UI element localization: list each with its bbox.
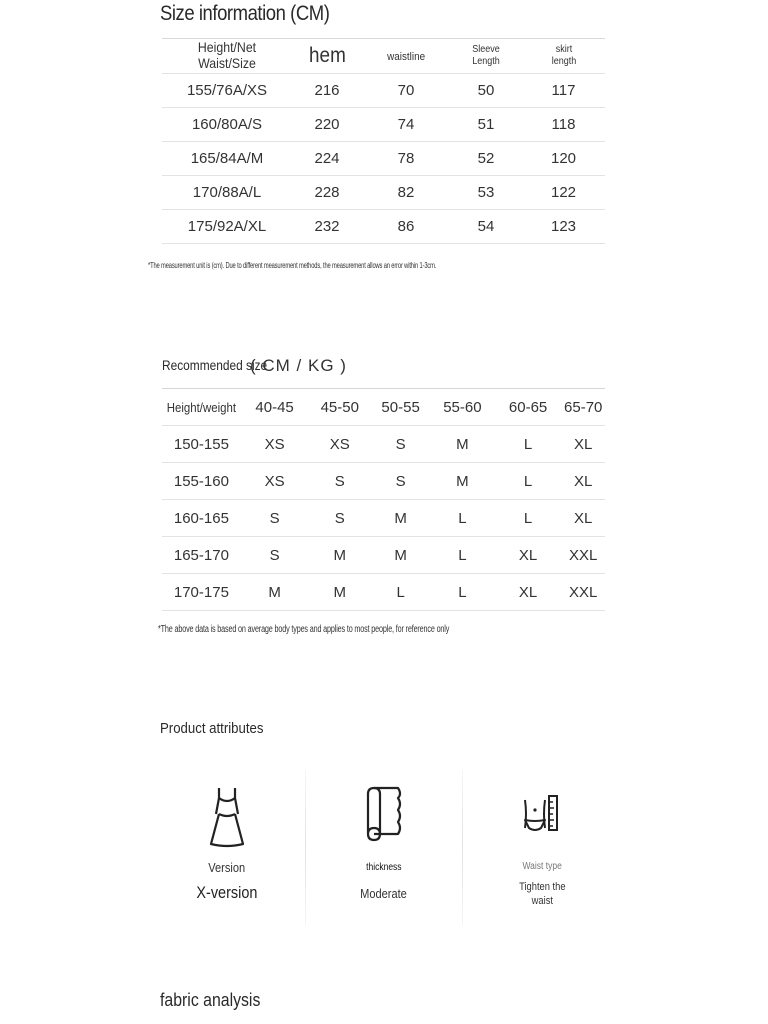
- recommended-table-row: [162, 500, 605, 537]
- recommended-height-cell: 155-160: [173, 472, 229, 490]
- attribute-divider: [462, 770, 463, 925]
- size-header-skirt-length: skirt length: [551, 43, 576, 67]
- size-table-cell: 74: [397, 116, 415, 133]
- size-table-cell: 118: [551, 116, 576, 133]
- recommended-size-cell: L: [458, 509, 467, 527]
- attribute-waist-type-label: Waist type: [522, 861, 563, 872]
- recommended-size-cell: L: [396, 583, 405, 601]
- recommended-size-cell: S: [269, 546, 280, 564]
- recommended-size-cell: XS: [329, 435, 350, 453]
- recommended-size-cell: XL: [518, 583, 538, 601]
- size-table-cell: 170/88A/L: [192, 184, 262, 201]
- recommended-size-cell: XXL: [569, 546, 598, 564]
- recommended-size-cell: S: [269, 509, 280, 527]
- recommended-size-title: Recommended size: [162, 357, 268, 373]
- size-table-cell: 82: [397, 184, 415, 201]
- size-table-cell: 175/92A/XL: [187, 218, 267, 235]
- recommended-header-weight-range: 50-55: [381, 398, 420, 416]
- size-table-cell: 120: [550, 150, 577, 167]
- size-table-header-row: [162, 39, 605, 74]
- recommended-height-cell: 150-155: [173, 435, 229, 453]
- recommended-size-cell: L: [523, 509, 533, 527]
- recommended-size-cell: M: [456, 472, 469, 490]
- size-table-cell: 54: [477, 218, 495, 235]
- attribute-version-label: Version: [208, 860, 245, 875]
- size-table-cell: 155/76A/XS: [186, 82, 268, 99]
- recommended-size-cell: M: [333, 546, 347, 564]
- size-table-cell: 117: [551, 82, 576, 99]
- recommended-size-cell: L: [523, 435, 533, 453]
- recommended-size-cell: M: [394, 546, 407, 564]
- recommended-table-header-row: [162, 389, 605, 426]
- recommended-size-note: *The above data is based on average body types and applies to most people, for reference only: [158, 624, 450, 635]
- recommended-size-cell: S: [395, 435, 406, 453]
- recommended-size-cell: XS: [264, 435, 285, 453]
- recommended-table-row: [162, 574, 605, 611]
- size-table-cell: 122: [550, 184, 577, 201]
- size-table-cell: 70: [397, 82, 415, 99]
- size-table-cell: 123: [550, 218, 577, 235]
- fabric-analysis-title: fabric analysis: [160, 990, 261, 1010]
- recommended-header-weight-range: 60-65: [508, 398, 548, 416]
- recommended-size-cell: L: [458, 583, 467, 601]
- size-table-cell: 232: [314, 218, 340, 235]
- recommended-size-table: [162, 388, 605, 611]
- recommended-size-cell: XXL: [569, 583, 598, 601]
- attribute-version-value: X-version: [195, 883, 258, 902]
- recommended-height-cell: 160-165: [173, 509, 229, 527]
- recommended-size-cell: XL: [574, 472, 593, 490]
- attribute-waist-type-value: Tighten the waist: [519, 881, 566, 907]
- size-header-waistline: waistline: [387, 51, 425, 63]
- size-table-cell: 224: [314, 150, 340, 167]
- recommended-size-cell: S: [395, 472, 406, 490]
- recommended-size-cell: S: [334, 509, 345, 527]
- size-table-row: [162, 210, 605, 244]
- size-info-note: *The measurement unit is (cm). Due to different measurement methods, the measurement allows an error within 1-3cm.: [148, 261, 437, 270]
- recommended-table-row: [162, 537, 605, 574]
- recommended-size-cell: M: [333, 583, 347, 601]
- size-table-cell: 78: [397, 150, 415, 167]
- size-table-row: [162, 108, 605, 142]
- size-info-title: Size information (CM): [160, 2, 330, 25]
- waist-measure-icon: [464, 784, 621, 848]
- size-table-cell: 220: [314, 116, 340, 133]
- recommended-size-cell: XL: [518, 546, 538, 564]
- size-header-height-waist-size: Height/Net Waist/Size: [197, 39, 257, 71]
- size-table: [162, 38, 605, 244]
- size-table-cell: 51: [477, 116, 495, 133]
- size-header-sleeve-length: Sleeve Length: [472, 43, 500, 67]
- attribute-waist-type: [464, 770, 621, 930]
- recommended-size-cell: XS: [264, 472, 285, 490]
- recommended-table-row: [162, 463, 605, 500]
- attribute-thickness-label: thickness: [365, 862, 402, 873]
- recommended-header-weight-range: 65-70: [564, 398, 603, 416]
- size-table-cell: 165/84A/M: [190, 150, 264, 167]
- size-table-cell: 216: [314, 82, 340, 99]
- recommended-size-cell: M: [394, 509, 407, 527]
- fabric-roll-icon: [305, 784, 462, 848]
- recommended-size-cell: XL: [574, 435, 593, 453]
- recommended-header-weight-range: 45-50: [320, 398, 359, 416]
- recommended-size-cell: M: [268, 583, 281, 601]
- dress-icon: [148, 784, 305, 848]
- recommended-size-cell: S: [334, 472, 345, 490]
- recommended-size-cell: M: [456, 435, 469, 453]
- size-table-row: [162, 176, 605, 210]
- recommended-height-cell: 165-170: [173, 546, 229, 564]
- recommended-size-cell: L: [458, 546, 467, 564]
- recommended-size-units: ( CM / KG ): [250, 356, 347, 375]
- product-attributes-title: Product attributes: [160, 720, 264, 737]
- recommended-header-weight-range: 55-60: [443, 398, 482, 416]
- recommended-header-weight-range: 40-45: [255, 398, 294, 416]
- size-table-cell: 228: [314, 184, 340, 201]
- recommended-size-cell: XL: [574, 509, 593, 527]
- attribute-version: [148, 770, 305, 930]
- size-table-row: [162, 74, 605, 108]
- recommended-table-row: [162, 426, 605, 463]
- size-header-hem: hem: [308, 44, 346, 67]
- recommended-height-cell: 170-175: [173, 583, 229, 601]
- recommended-header-height-weight: Height/weight: [166, 399, 237, 415]
- size-table-cell: 160/80A/S: [191, 116, 263, 133]
- size-table-cell: 52: [477, 150, 495, 167]
- recommended-size-cell: L: [523, 472, 533, 490]
- size-table-cell: 86: [397, 218, 415, 235]
- attribute-thickness: [305, 770, 462, 930]
- size-table-cell: 53: [477, 184, 495, 201]
- size-table-cell: 50: [477, 82, 495, 99]
- size-table-row: [162, 142, 605, 176]
- attribute-thickness-value: Moderate: [360, 886, 407, 901]
